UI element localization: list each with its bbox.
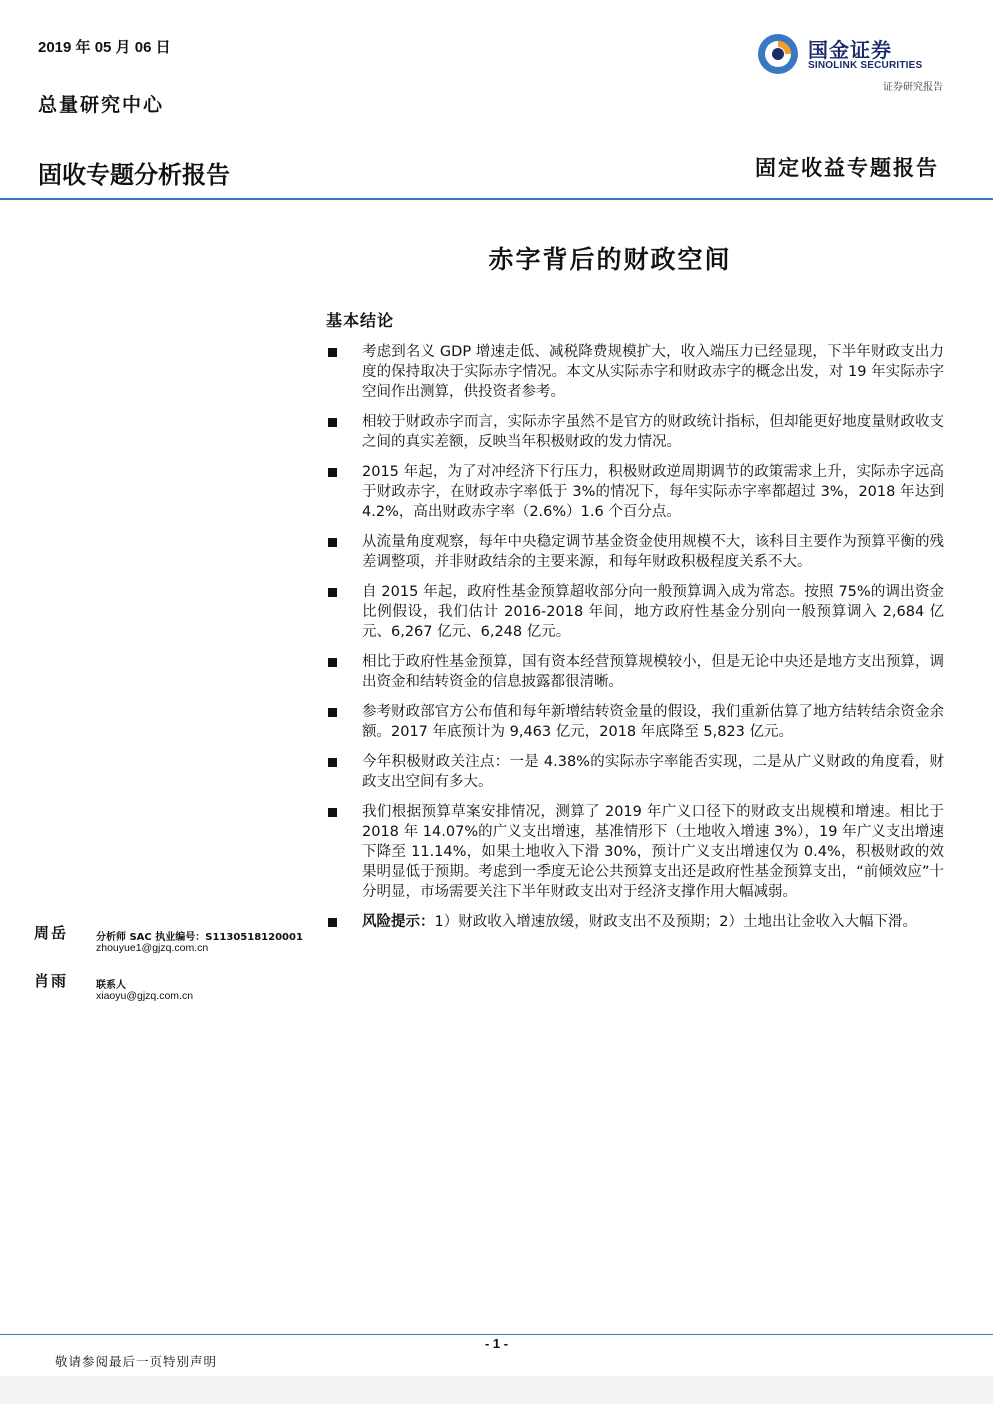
report-date: 2019 年 05 月 06 日: [38, 39, 171, 56]
logo-name-en: SINOLINK SECURITIES: [808, 60, 923, 71]
conclusion-item: 2015 年起，为了对冲经济下行压力，积极财政逆周期调节的政策需求上升，实际赤字远高于财政赤字，在财政赤字率低于 3%的情况下，每年实际赤字率都超过 3%，2018 年达到 4.2%，高出财政赤字率（2.6%）1.6 个百分点。: [326, 462, 944, 522]
bullet-icon: [328, 348, 337, 357]
logo-name-cn: 国金证券: [808, 38, 892, 62]
sinolink-logo-icon: [756, 32, 800, 76]
disclaimer-note: 敬请参阅最后一页特别声明: [55, 1354, 218, 1369]
bullet-icon: [328, 758, 337, 767]
conclusion-item: 参考财政部官方公布值和每年新增结转资金量的假设，我们重新估算了地方结转结余资金余额。2017 年底预计为 9,463 亿元，2018 年底降至 5,823 亿元。: [326, 702, 944, 742]
conclusion-item: 从流量角度观察，每年中央稳定调节基金资金使用规模不大，该科目主要作为预算平衡的残差调整项，并非财政结余的主要来源，和每年财政积极程度关系不大。: [326, 532, 944, 572]
bullet-icon: [328, 418, 337, 427]
analyst-role: 分析师 SAC 执业编号：S1130518120001: [96, 932, 303, 943]
company-logo: [756, 32, 946, 78]
footer-band: [0, 1376, 993, 1404]
header-divider: [0, 198, 993, 200]
report-type: 固定收益专题报告: [755, 155, 939, 180]
analyst-info: [34, 922, 304, 1018]
conclusion-item: 今年积极财政关注点：一是 4.38%的实际赤字率能否实现，二是从广义财政的角度看，财政支出空间有多大。: [326, 752, 944, 792]
department-name: 总量研究中心: [38, 94, 165, 116]
bullet-icon: [328, 808, 337, 817]
analyst-email[interactable]: zhouyue1@gjzq.com.cn: [96, 942, 209, 954]
conclusion-item: 相较于财政赤字而言，实际赤字虽然不是官方的财政统计指标，但却能更好地度量财政收支之间的真实差额，反映当年积极财政的发力情况。: [326, 412, 944, 452]
analyst-entry: [34, 970, 304, 1018]
bullet-icon: [328, 588, 337, 597]
analyst-role: 联系人: [96, 980, 126, 991]
conclusion-list: [326, 342, 944, 942]
conclusion-item: 相比于政府性基金预算，国有资本经营预算规模较小，但是无论中央还是地方支出预算，调出资金和结转资金的信息披露都很清晰。: [326, 652, 944, 692]
analyst-name: 肖雨: [34, 972, 69, 990]
bullet-icon: [328, 658, 337, 667]
risk-warning-item: 风险提示：1）财政收入增速放缓，财政支出不及预期；2）土地出让金收入大幅下滑。: [326, 912, 944, 932]
logo-subtitle: 证券研究报告: [883, 82, 943, 93]
bullet-icon: [328, 918, 337, 927]
conclusion-item: 我们根据预算草案安排情况，测算了 2019 年广义口径下的财政支出规模和增速。相比于 2018 年 14.07%的广义支出增速，基准情形下（土地收入增速 3%），19 年广义支出增速下降至 11.14%，如果土地收入下滑 30%，预计广义支出增速仅为 0.4%，积极财政的效果明显低于预期。考虑到一季度无论公共预算支出还是政府性基金预算支出，“前倾效应”十分明显，市场需要关注下半年财政支出对于经济支撑作用大幅减弱。: [326, 802, 944, 902]
risk-warning-label: 风险提示：: [362, 914, 435, 930]
conclusion-item: 考虑到名义 GDP 增速走低、减税降费规模扩大，收入端压力已经显现，下半年财政支出力度的保持取决于实际赤字情况。本文从实际赤字和财政赤字的概念出发，对 19 年实际赤字空间作出测算，供投资者参考。: [326, 342, 944, 402]
analyst-entry: [34, 922, 304, 970]
bullet-icon: [328, 708, 337, 717]
section-heading: 基本结论: [326, 311, 395, 330]
analyst-email[interactable]: xiaoyu@gjzq.com.cn: [96, 990, 194, 1002]
page-number: - 1 -: [484, 1336, 509, 1351]
footer-divider: [0, 1334, 993, 1335]
analyst-name: 周岳: [34, 924, 69, 942]
bullet-icon: [328, 468, 337, 477]
conclusion-item: 自 2015 年起，政府性基金预算超收部分向一般预算调入成为常态。按照 75%的调出资金比例假设，我们估计 2016-2018 年间，地方政府性基金分别向一般预算调入 2,684 亿元、6,267 亿元、6,248 亿元。: [326, 582, 944, 642]
report-category: 固收专题分析报告: [38, 161, 230, 189]
bullet-icon: [328, 538, 337, 547]
report-title: 赤字背后的财政空间: [488, 245, 732, 274]
